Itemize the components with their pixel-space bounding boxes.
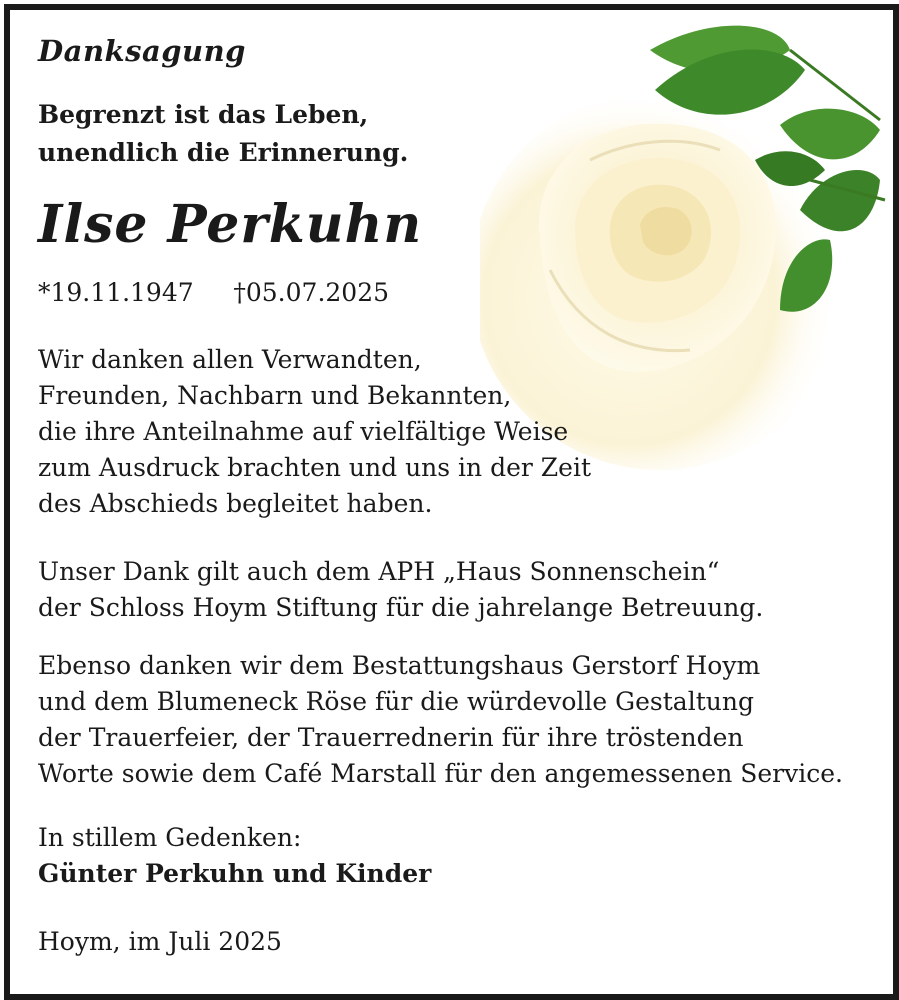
death-date: †05.07.2025 (233, 278, 390, 307)
motto-line: Begrenzt ist das Leben, (38, 100, 369, 129)
closing-line: In stillem Gedenken: (38, 823, 302, 852)
motto (38, 96, 408, 172)
birth-date: *19.11.1947 (38, 278, 194, 307)
notice-heading: Danksagung (38, 34, 246, 68)
deceased-name: Ilse Perkuhn (38, 194, 423, 255)
motto-line: unendlich die Erinnerung. (38, 138, 409, 167)
life-dates (38, 278, 389, 307)
place-and-date: Hoym, im Juli 2025 (38, 927, 282, 956)
thanks-paragraph: Unser Dank gilt auch dem APH „Haus Sonnenschein“ der Schloss Hoym Stiftung für die jahrelange Betreuung. (38, 557, 764, 622)
thanks-paragraph: Wir danken allen Verwandten, Freunden, Nachbarn und Bekannten, die ihre Anteilnahme auf vielfältige Weise zum Ausdruck brachten und uns in der Zeit des Abschieds begleitet haben. (38, 345, 591, 518)
thanks-paragraph: Ebenso danken wir dem Bestattungshaus Gerstorf Hoym und dem Blumeneck Röse für die würdevolle Gestaltung der Trauerfeier, der Trauerrednerin für ihre tröstenden Worte sowie dem Café Marstall für den angemessenen Service. (38, 651, 843, 788)
family-signature: Günter Perkuhn und Kinder (38, 859, 432, 888)
obituary-card (4, 4, 899, 1000)
